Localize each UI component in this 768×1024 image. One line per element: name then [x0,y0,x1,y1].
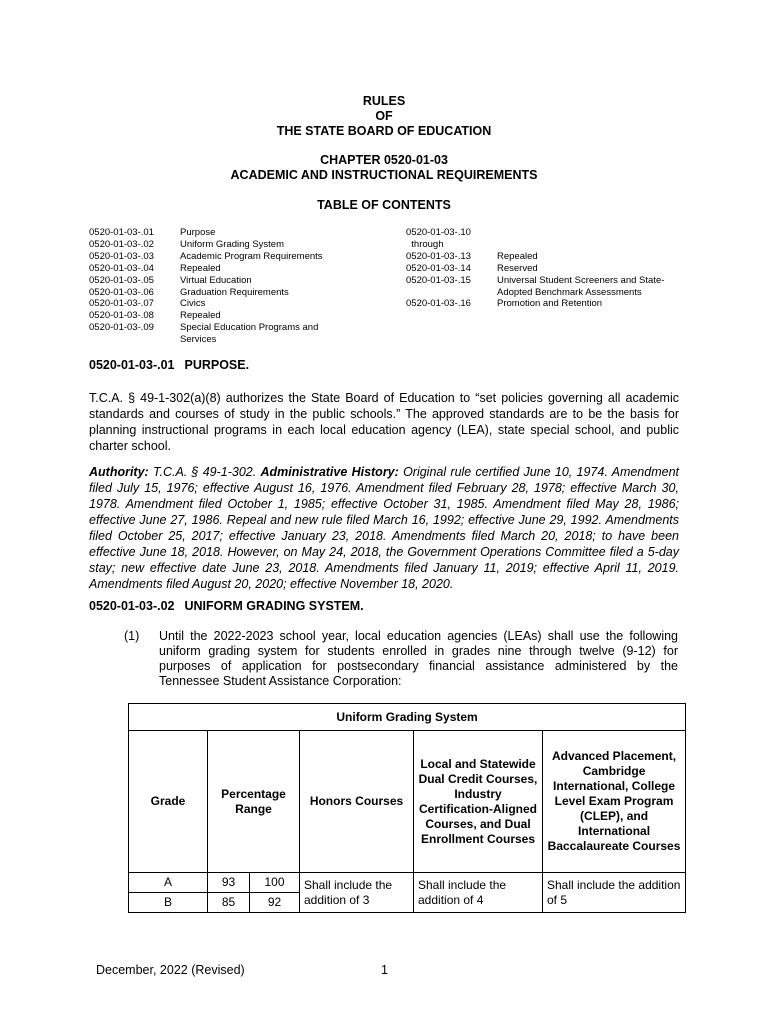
section-number: 0520-01-03-.02 [89,599,175,613]
authority-label: Authority: [89,465,149,479]
toc-entry-number: 0520-01-03-.06 [89,286,154,298]
item-text: Until the 2022-2023 school year, local education agencies (LEAs) shall use the following uniform grading system for students enrolled in grades nine through twelve (9-12) for purposes of application for postsecondary financial assistance administered by the Tennessee Student Assistance Corporation: [159,629,678,688]
section-title: PURPOSE. [184,358,250,372]
table-title: Uniform Grading System [129,704,686,731]
header-percentage-range: Percentage Range [208,731,300,873]
purpose-paragraph: T.C.A. § 49-1-302(a)(8) authorizes the State Board of Education to “set policies governing all academic standards and courses of study in the public schools.” The approved standards are to be the basis for planning instructional programs in each local education agency (LEA), state special school, and public charter school. [89,391,679,453]
toc-entry[interactable] [406,251,696,263]
header-advanced-placement: Advanced Placement, Cambridge International, College Level Exam Program (CLEP), and International Baccalaureate Courses [543,731,686,873]
toc-entry-number: 0520-01-03-.16 [406,298,471,310]
board-heading: THE STATE BOARD OF EDUCATION [276,124,492,138]
history-text: Original rule certified June 10, 1974. Amendment filed July 15, 1976; effective August 16, 1976. Amendment filed February 28, 1978; effective March 30, 1978. Amendment filed October 1, 1985; effective October 31, 1985. Amendment filed May 28, 1986; effective June 27, 1986. Repeal and new rule filed March 16, 1992; effective June 29, 1992. Amendments filed October 25, 2017; effective January 23, 2018. Amendments filed March 20, 2018; to have been effective June 18, 2018. However, on May 24, 2018, the Government Operations Committee filed a 5-day stay; new effective date June 23, 2018. Amendments filed January 11, 2019; effective April 11, 2019. Amendments filed August 20, 2020; effective November 18, 2020. [89,465,679,591]
of-heading: OF [375,109,393,123]
toc-entry[interactable] [89,298,339,310]
grade-cell: A [129,873,208,893]
toc-entry[interactable] [406,227,696,239]
section-heading-grading [89,599,364,613]
range-high-cell: 92 [250,893,300,913]
table-row [129,873,686,893]
honors-cell: Shall include the addition of 3 [300,873,414,913]
toc-entry[interactable] [89,251,339,263]
toc-entry-title: Repealed [497,250,538,262]
uniform-grading-table [128,703,686,913]
toc-entry-title [497,227,696,239]
toc-title: TABLE OF CONTENTS [317,198,451,212]
rules-heading: RULES [362,94,406,108]
header-honors: Honors Courses [300,731,414,873]
toc-entry-number: 0520-01-03-.03 [89,250,154,262]
toc-entry-number: 0520-01-03-.02 [89,238,154,250]
toc-entry[interactable] [89,239,339,251]
dual-credit-cell: Shall include the addition of 4 [414,873,543,913]
footer-date: December, 2022 (Revised) [96,963,245,977]
section-number: 0520-01-03-.01 [89,358,175,372]
toc-entry-title: Promotion and Retention [497,298,603,310]
toc-left-column [89,227,339,346]
toc-entry-title: Purpose [180,227,216,238]
toc-entry-title: Reserved [497,262,538,274]
toc-entry-title [497,239,696,251]
toc-entry-title: Virtual Education [180,274,252,286]
toc-entry-number: 0520-01-03-.09 [89,322,154,334]
toc-entry[interactable] [89,275,339,287]
toc-entry-number: 0520-01-03-.07 [89,298,154,310]
toc-entry-number: 0520-01-03-.01 [89,227,154,238]
toc-entry-number: through [406,238,444,250]
toc-entry[interactable] [89,287,339,299]
toc-entry-title: Civics [180,298,206,310]
advanced-placement-cell: Shall include the addition of 5 [543,873,686,913]
toc-right-column [406,227,696,310]
toc-entry[interactable] [406,263,696,275]
history-label: Administrative History: [260,465,399,479]
authority-paragraph [89,464,679,592]
header-dual-credit: Local and Statewide Dual Credit Courses, Industry Certification-Aligned Courses, and Dual Enrollment Courses [414,731,543,873]
toc-entry[interactable] [406,298,696,310]
toc-entry-title: Universal Student Screeners and State-Adopted Benchmark Assessments [497,274,665,298]
toc-entry-number: 0520-01-03-.13 [406,250,471,262]
toc-entry-title: Graduation Requirements [180,286,289,298]
page-number: 1 [381,963,388,977]
toc-entry-title: Repealed [180,262,221,274]
toc-entry-number: 0520-01-03-.05 [89,274,154,286]
toc-entry-title: Uniform Grading System [180,238,285,250]
section-heading-purpose [89,358,249,372]
range-high-cell: 100 [250,873,300,893]
toc-entry-number: 0520-01-03-.15 [406,274,471,286]
chapter-title: ACADEMIC AND INSTRUCTIONAL REQUIREMENTS [230,168,538,182]
grade-cell: B [129,893,208,913]
toc-entry-number: 0520-01-03-.14 [406,262,471,274]
authority-text: T.C.A. § 49-1-302. [148,465,261,479]
range-low-cell: 85 [208,893,250,913]
toc-entry-number: 0520-01-03-.08 [89,310,154,322]
toc-entry-title: Academic Program Requirements [180,250,323,262]
toc-entry-number: 0520-01-03-.04 [89,262,154,274]
toc-entry-title: Repealed [180,310,221,322]
toc-entry[interactable] [89,227,339,239]
chapter-heading: CHAPTER 0520-01-03 [320,153,448,167]
toc-entry-number: 0520-01-03-.10 [406,227,471,238]
toc-entry[interactable] [89,322,339,346]
toc-entry[interactable] [89,310,339,322]
toc-entry[interactable] [89,263,339,275]
range-low-cell: 93 [208,873,250,893]
toc-entry[interactable] [406,275,696,299]
item-number: (1) [124,629,140,643]
section-title: UNIFORM GRADING SYSTEM. [184,599,364,613]
header-grade: Grade [129,731,208,873]
toc-entry[interactable] [406,239,696,251]
toc-entry-title: Special Education Programs and Services [180,322,319,346]
